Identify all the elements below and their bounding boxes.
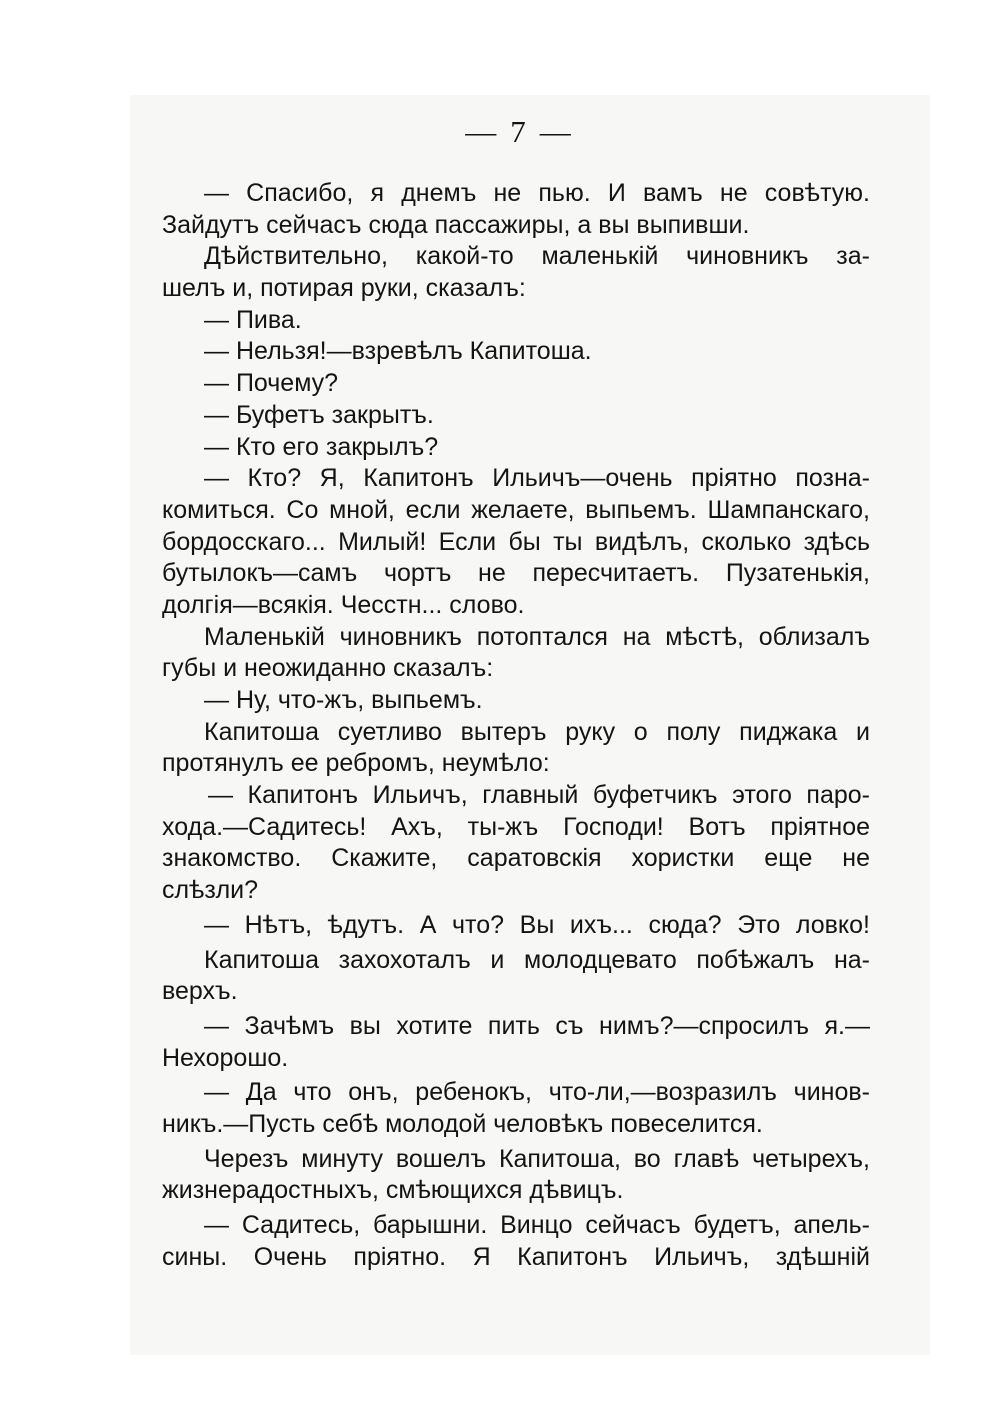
page-number-value: 7 bbox=[510, 114, 526, 149]
text-line: — Нельзя!—взревѣлъ Капитоша. bbox=[204, 337, 592, 366]
text-line: — Капитонъ Ильичъ, главный буфетчикъ этого паро- bbox=[208, 781, 870, 810]
text-line: — Да что онъ, ребенокъ, что-ли,—возразилъ чинов- bbox=[204, 1078, 870, 1107]
text-line: никъ.—Пусть себѣ молодой человѣкъ повеселится. bbox=[162, 1109, 763, 1138]
text-line: — Спасибо, я днемъ не пью. И вамъ не совѣтую. bbox=[204, 179, 870, 207]
text-line: — Кто его закрылъ? bbox=[204, 432, 439, 461]
text-line: губы и неожиданно сказалъ: bbox=[162, 654, 494, 683]
page-number bbox=[0, 114, 1000, 150]
text-line: хода.—Садитесь! Ахъ, ты-жъ Господи! Вотъ пріятное bbox=[162, 812, 870, 841]
text-line: — Садитесь, барышни. Винцо сейчасъ будетъ, апель- bbox=[204, 1211, 870, 1239]
text-line: — Ну, что-жъ, выпьемъ. bbox=[204, 686, 483, 714]
text-line: сины. Очень пріятно. Я Капитонъ Ильичъ, здѣшній bbox=[162, 1242, 870, 1271]
text-line: бутылокъ—самъ чортъ не пересчитаетъ. Пузатенькія, bbox=[162, 559, 870, 588]
body-text bbox=[162, 178, 870, 1273]
text-line: Капитоша захохоталъ и молодцевато побѣжалъ на- bbox=[204, 945, 870, 974]
page-number-dash-left: — bbox=[465, 114, 497, 149]
text-line: — Пива. bbox=[204, 305, 302, 334]
text-line: слѣзли? bbox=[162, 876, 259, 905]
text-line: — Зачѣмъ вы хотите пить съ нимъ?—спросилъ я.— bbox=[204, 1011, 870, 1040]
text-line: Зайдутъ сейчасъ сюда пассажиры, а вы выпивши. bbox=[162, 210, 750, 239]
text-line: Дѣйствительно, какой-то маленькій чиновникъ за- bbox=[204, 242, 870, 271]
text-line: знакомство. Скажите, саратовскія хористки еще не bbox=[162, 844, 870, 873]
text-line: бордосскаго... Милый! Если бы ты видѣлъ, сколько здѣсь bbox=[162, 527, 870, 556]
text-line: верхъ. bbox=[162, 977, 238, 1006]
text-line: Маленькій чиновникъ потоптался на мѣстѣ, облизалъ bbox=[204, 622, 870, 651]
text-line: Черезъ минуту вошелъ Капитоша, во главѣ четырехъ, bbox=[204, 1144, 870, 1173]
text-line: долгія—всякія. Чесстн... слово. bbox=[162, 590, 525, 619]
text-line: жизнерадостныхъ, смѣющихся дѣвицъ. bbox=[162, 1176, 624, 1205]
text-line: Капитоша суетливо вытеръ руку о полу пиджака и bbox=[204, 717, 870, 746]
text-line: — Нѣтъ, ѣдутъ. А что? Вы ихъ... сюда? Это ловко! bbox=[204, 910, 870, 939]
text-line: протянулъ ее ребромъ, неумѣло: bbox=[162, 749, 550, 778]
text-line: — Почему? bbox=[204, 369, 339, 398]
text-line: — Кто? Я, Капитонъ Ильичъ—очень пріятно позна- bbox=[204, 464, 870, 493]
text-line: шелъ и, потирая руки, сказалъ: bbox=[162, 274, 526, 303]
text-line: Нехорошо. bbox=[162, 1043, 289, 1072]
text-line: — Буфетъ закрытъ. bbox=[204, 400, 434, 429]
page-number-dash-right: — bbox=[539, 114, 571, 149]
text-line: комиться. Со мной, если желаете, выпьемъ. Шампанскаго, bbox=[162, 495, 870, 524]
